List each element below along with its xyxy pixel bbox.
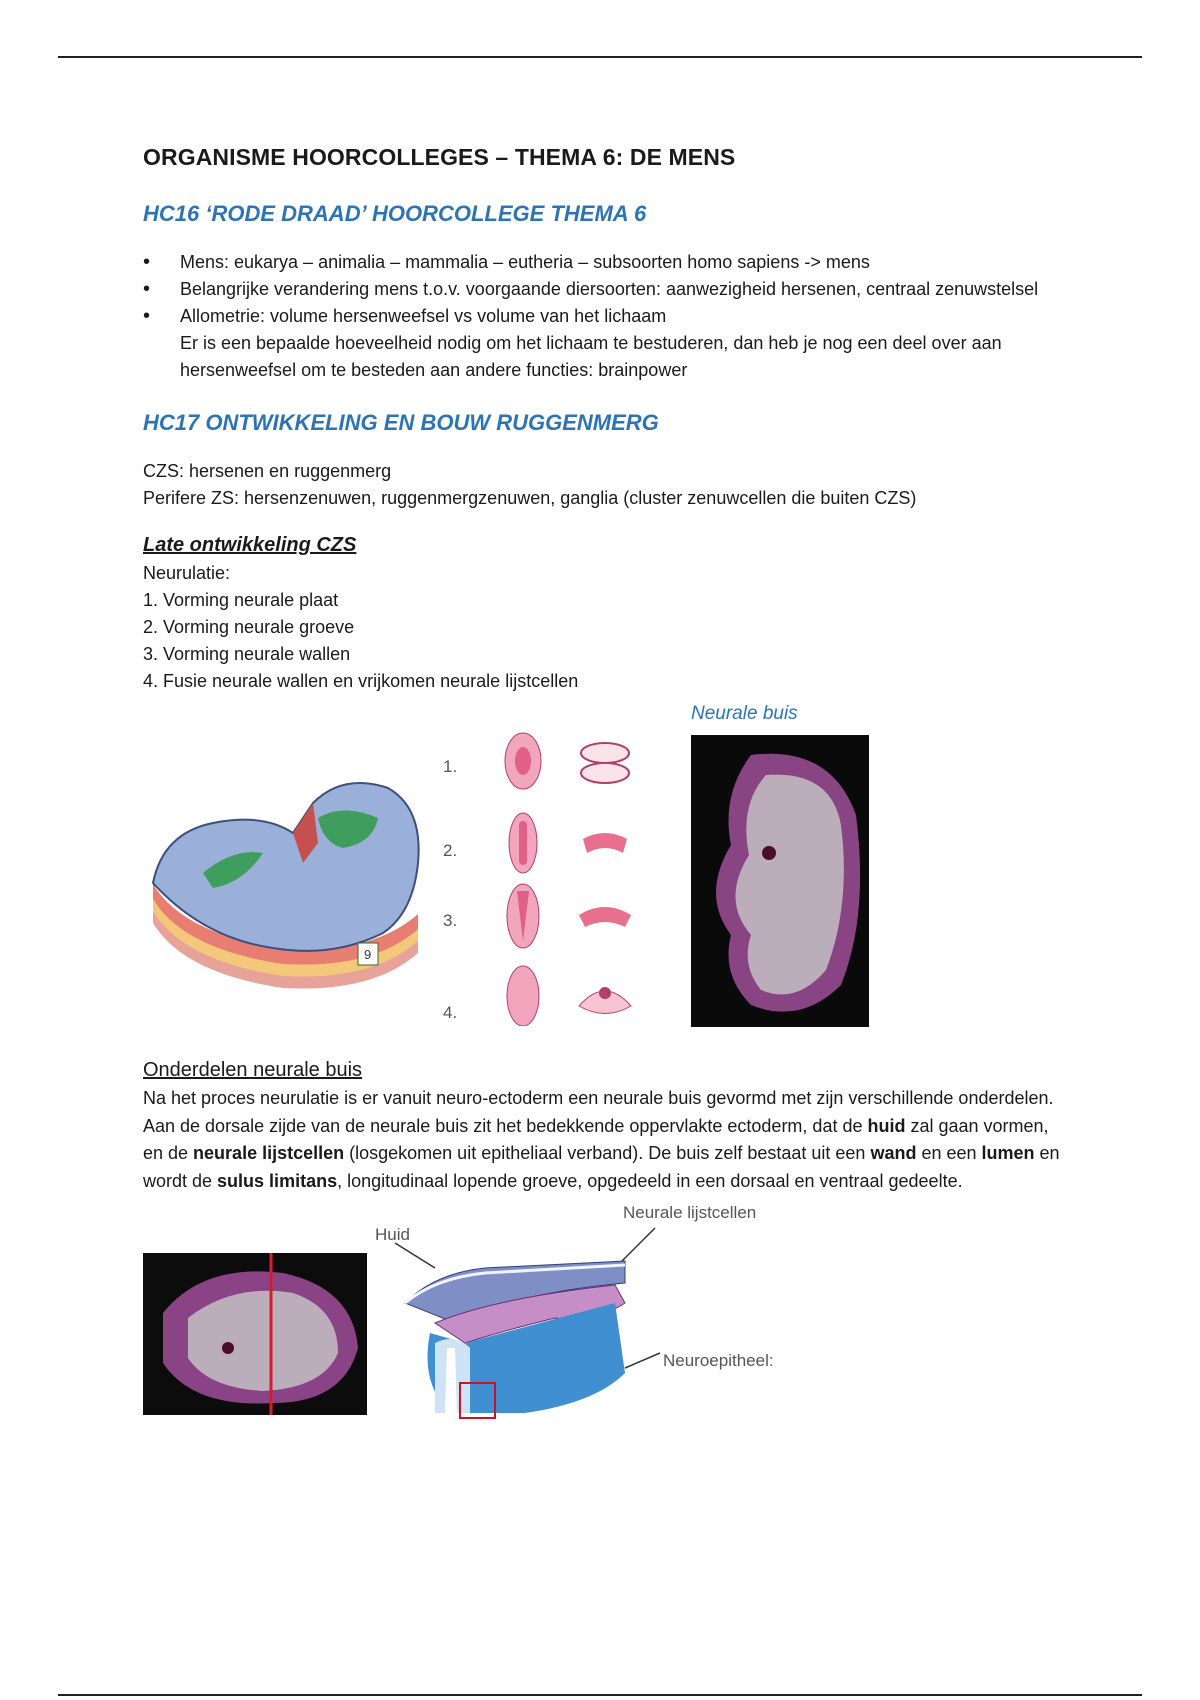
pzs-line: Perifere ZS: hersenzenuwen, ruggenmergzenuwen, ganglia (cluster zenuwcellen die buiten CZS) <box>143 488 917 508</box>
czs-line: CZS: hersenen en ruggenmerg <box>143 461 392 481</box>
figure-box-label: 9 <box>364 947 372 962</box>
neuroepitheel-label: Neuroepitheel: <box>663 1351 774 1370</box>
step-item: 1. Vorming neurale plaat <box>143 590 339 610</box>
header-rule <box>58 56 1142 58</box>
bold-term: huid <box>867 1115 906 1136</box>
stage-label: 2. <box>443 841 458 860</box>
bold-term: neurale lijstcellen <box>193 1143 345 1163</box>
list-item: • Belangrijke verandering mens t.o.v. voorgaande diersoorten: aanwezigheid hersenen, centraal zenuwstelsel <box>143 276 1063 303</box>
huid-label: Huid <box>375 1225 410 1244</box>
section-title-hc16: HC16 ‘RODE DRAAD’ HOORCOLLEGE THEMA 6 <box>143 201 647 226</box>
footer-rule <box>58 1694 1142 1696</box>
bold-term: wand <box>870 1143 917 1163</box>
neurale-buis-label: Neurale buis <box>691 703 798 724</box>
paragraph-text: Na het proces neurulatie is er vanuit neuro-ectoderm een neurale buis gevormd met zijn verschillende onderdelen. Aan de dorsale zijde van de neurale buis zit het bedekkende oppervlakte ectoderm, dat de <box>143 1088 1054 1136</box>
neurulation-stages-illustration <box>443 731 643 1026</box>
paragraph-text: zal gaan vormen, en de <box>143 1115 1049 1163</box>
neurale-lijstcellen-label: Neurale lijstcellen <box>623 1203 757 1222</box>
neurulation-figure <box>143 703 1063 1033</box>
list-item: • Mens: eukarya – animalia – mammalia – eutheria – subsoorten homo sapiens -> mens <box>143 249 1063 276</box>
onderdelen-heading: Onderdelen neurale buis <box>143 1059 363 1081</box>
list-item: • Allometrie: volume hersenweefsel vs volume van het lichaam Er is een bepaalde hoeveelheid nodig om het lichaam te bestuderen, dan heb je nog een deel over aan hersenweefsel om te besteden aan andere functies: brainpower <box>143 303 1063 384</box>
step-item: 4. Fusie neurale wallen en vrijkomen neurale lijstcellen <box>143 671 579 691</box>
neural-tube-illustration <box>375 1223 675 1423</box>
section-title-hc17: HC17 ONTWIKKELING EN BOUW RUGGENMERG <box>143 410 659 435</box>
neurulatie-label: Neurulatie: <box>143 563 231 583</box>
paragraph-text: en wordt de <box>143 1143 1060 1191</box>
bold-term: lumen <box>981 1143 1035 1163</box>
bold-term: sulus limitans <box>217 1170 338 1191</box>
embryo-section-photo <box>143 1253 367 1415</box>
paragraph-text: en een <box>916 1143 982 1163</box>
hc16-bullet-list <box>143 249 1063 384</box>
onderdelen-paragraph <box>143 1085 1063 1195</box>
stage-label: 3. <box>443 911 458 930</box>
document-body <box>143 144 1063 1423</box>
neural-tube-figure <box>143 1203 1063 1423</box>
stage-label: 4. <box>443 1003 458 1022</box>
document-title: ORGANISME HOORCOLLEGES – THEMA 6: DE MENS <box>143 144 736 170</box>
late-ontwikkeling-heading: Late ontwikkeling CZS <box>143 534 357 556</box>
embryo-3d-illustration <box>143 733 433 1003</box>
stage-label: 1. <box>443 757 458 776</box>
step-item: 3. Vorming neurale wallen <box>143 644 351 664</box>
bullet-extra-text: Er is een bepaalde hoeveelheid nodig om het lichaam te bestuderen, dan heb je nog een deel over aan hersenweefsel om te besteden aan andere functies: brainpower <box>180 333 1002 380</box>
embryo-photo <box>691 735 869 1027</box>
paragraph-text: , longitudinaal lopende groeve, opgedeeld in een dorsaal en ventraal gedeelte. <box>337 1170 963 1191</box>
step-item: 2. Vorming neurale groeve <box>143 617 355 637</box>
paragraph-text: (losgekomen uit epitheliaal verband). De buis zelf bestaat uit een <box>344 1143 871 1163</box>
